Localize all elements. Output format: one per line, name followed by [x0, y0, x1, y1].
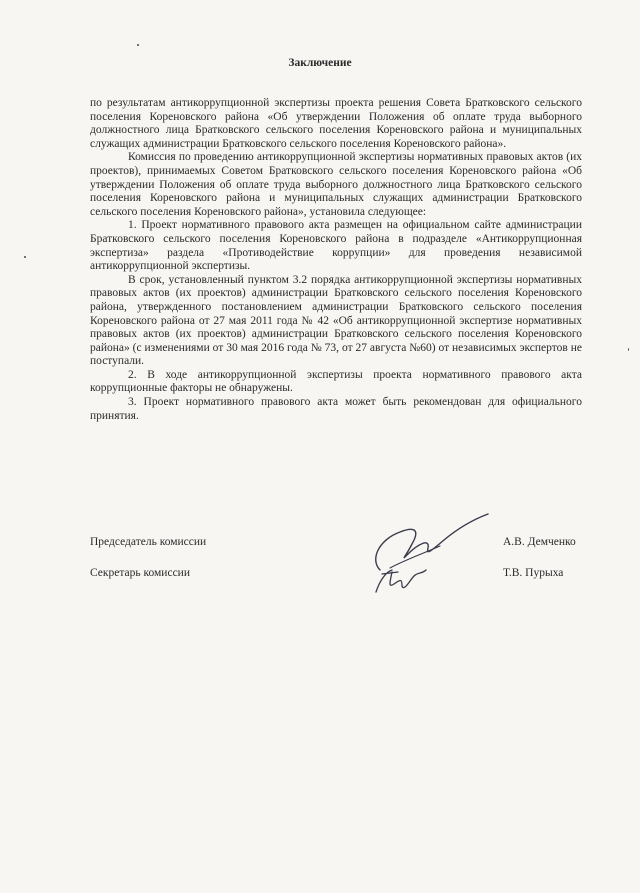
commission-paragraph: Комиссия по проведению антикоррупционной экспертизы нормативных правовых актов (их проектов), принимаемых Советом Братковского сельского поселения Кореновского района «Об утверждении Положения об оплате труда выборного должностного лица Братковского сельского поселения Кореновского района и муниципальных служащих администрации Братковского сельского поселения Кореновского района», установила следующее:	[90, 151, 582, 218]
scan-speck	[24, 256, 26, 258]
secretary-name: Т.В. Пурыха	[503, 567, 564, 579]
intro-paragraph: по результатам антикоррупционной экспертизы проекта решения Совета Братковского сельского поселения Кореновского района «Об утверждении Положения об оплате труда выборного должностного лица Братковского сельского поселения Кореновского района и муниципальных служащих администрации Братковского сельского поселения Кореновского района».	[90, 97, 582, 150]
item-1-paragraph: 1. Проект нормативного правового акта размещен на официальном сайте администрации Братковского сельского поселения Кореновского района в подразделе «Антикоррупционная экспертиза» раздела «Противодействие коррупции» для проведения независимой антикоррупционной экспертизы.	[90, 219, 582, 273]
document-body	[90, 97, 582, 423]
secretary-label: Секретарь комиссии	[90, 567, 190, 579]
chair-name: А.В. Демченко	[503, 536, 576, 548]
document-title: Заключение	[288, 57, 352, 69]
secretary-signature	[372, 562, 432, 598]
scan-speck	[628, 348, 629, 351]
chair-label: Председатель комиссии	[90, 536, 207, 548]
deadline-paragraph: В срок, установленный пунктом 3.2 порядка антикоррупционной экспертизы нормативных правовых актов (их проектов) администрации Братковского сельского поселения Кореновского района, утвержденного постановлением администрации Братковского сельского поселения Кореновского района от 27 мая 2011 года № 42 «Об антикоррупционной экспертизе нормативных правовых актов (их проектов) администрации Братковского сельского поселения Кореновского района» (с изменениями от 30 мая 2016 года № 73, от 27 августа №60) от независимых экспертов не поступали.	[90, 273, 582, 368]
item-2-paragraph: 2. В ходе антикоррупционной экспертизы проекта нормативного правового акта коррупционные факторы не обнаружены.	[90, 368, 582, 395]
scan-speck	[137, 44, 139, 46]
item-3-paragraph: 3. Проект нормативного правового акта может быть рекомендован для официального принятия.	[90, 396, 582, 422]
